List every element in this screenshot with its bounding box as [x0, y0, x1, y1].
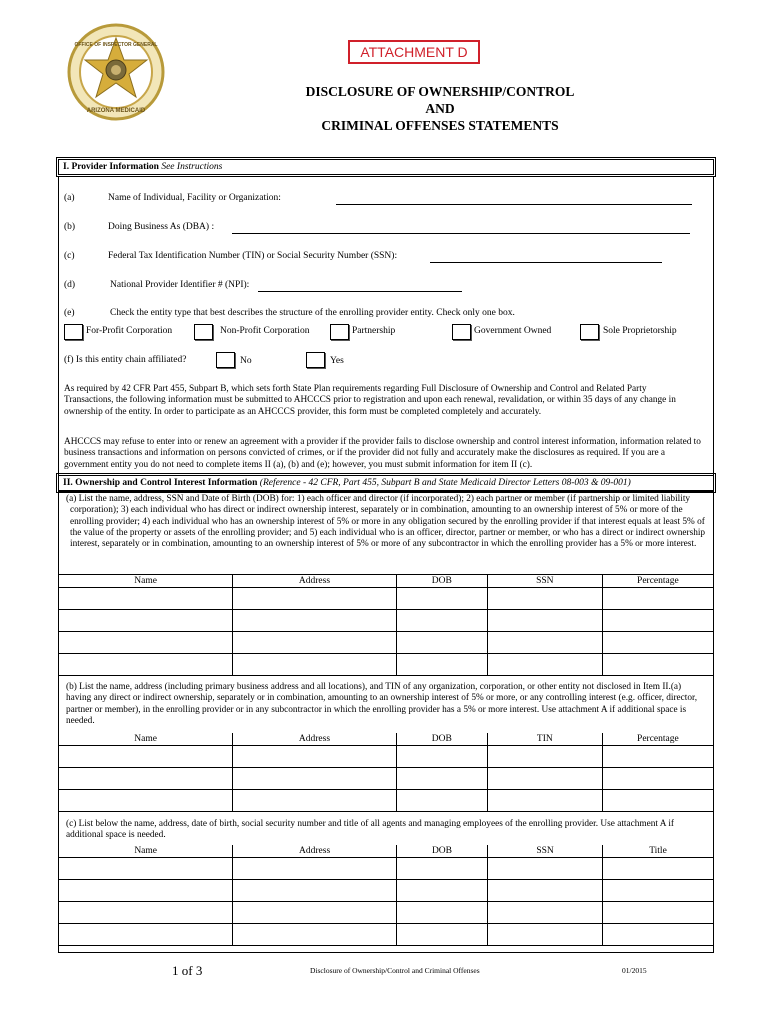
- table-cell[interactable]: [487, 588, 602, 610]
- table-a-header-name: Name: [59, 575, 233, 588]
- seal-top-text: OFFICE OF INSPECTOR GENERAL: [74, 42, 158, 48]
- table-row: [59, 924, 714, 946]
- table-cell[interactable]: [396, 790, 487, 812]
- table-cell[interactable]: [396, 880, 487, 902]
- label-sole-proprietorship: Sole Proprietorship: [603, 326, 677, 336]
- title-line-1: DISCLOSURE OF OWNERSHIP/CONTROL: [305, 84, 575, 99]
- table-row: [59, 588, 714, 610]
- label-partnership: Partnership: [352, 326, 396, 336]
- title-line-2: AND: [425, 101, 455, 116]
- table-c: [58, 845, 714, 946]
- table-cell[interactable]: [59, 746, 233, 768]
- table-cell[interactable]: [233, 902, 397, 924]
- field-e-label: Check the entity type that best describes the structure of the enrolling provider entity. Check only one box.: [110, 308, 515, 318]
- field-b-letter: (b): [64, 222, 76, 232]
- table-cell[interactable]: [233, 632, 396, 654]
- table-cell[interactable]: [233, 790, 396, 812]
- checkbox-affiliated-yes[interactable]: [306, 352, 325, 368]
- field-c-label: Federal Tax Identification Number (TIN) or Social Security Number (SSN):: [108, 251, 398, 261]
- table-cell[interactable]: [396, 902, 487, 924]
- table-cell[interactable]: [59, 632, 233, 654]
- refusal-paragraph: AHCCCS may refuse to enter into or renew an agreement with a provider if the provider fails to disclose ownership and control interest information, information related to business transactions and information on persons convicted of crimes, or if the provider did not fully and accurately make the disclosures as required. If you are a government entity you do not need to complete items II (a), (b) and (e); however, you must submit information for item II (c).: [64, 437, 701, 470]
- table-cell[interactable]: [603, 902, 714, 924]
- field-a-input[interactable]: [336, 204, 692, 205]
- table-cell[interactable]: [487, 790, 602, 812]
- table-cell[interactable]: [233, 768, 396, 790]
- label-for-profit: For-Profit Corporation: [86, 326, 173, 336]
- checkbox-partnership[interactable]: [330, 324, 349, 340]
- table-cell[interactable]: [487, 746, 602, 768]
- table-a: [58, 574, 714, 676]
- field-c-letter: (c): [64, 251, 75, 261]
- checkbox-sole-proprietorship[interactable]: [580, 324, 599, 340]
- title-line-3: CRIMINAL OFFENSES STATEMENTS: [321, 118, 559, 133]
- table-cell[interactable]: [233, 924, 397, 946]
- table-cell[interactable]: [396, 610, 487, 632]
- section1-header-title: I. Provider Information: [63, 162, 159, 172]
- table-cell[interactable]: [233, 858, 397, 880]
- label-affiliated-no: No: [240, 356, 252, 366]
- table-cell[interactable]: [602, 632, 713, 654]
- table-a-header-percentage: Percentage: [602, 575, 713, 588]
- table-cell[interactable]: [488, 858, 603, 880]
- table-cell[interactable]: [602, 768, 713, 790]
- table-cell[interactable]: [603, 880, 714, 902]
- table-row: [59, 880, 714, 902]
- seal-bottom-text: ARIZONA MEDICAID: [86, 108, 146, 114]
- table-cell[interactable]: [487, 654, 602, 676]
- table-cell[interactable]: [396, 588, 487, 610]
- table-row: [59, 768, 714, 790]
- section2b-instructions: (b) List the name, address (including primary business address and all locations), and TIN of any organization, corporation, or other entity not disclosed in Item II.(a) having any direct or indirect ownership, separately or in combination, amounting to an ownership interest of 5% or more, or any controlling interest (e.g. officer, director, partner or member), in the enrolling provider or in any subcontractor in which the enrolling provider has a 5% or more interest. Use attachment A if additional space is needed.: [66, 682, 698, 726]
- table-cell[interactable]: [396, 654, 487, 676]
- table-a-header-address: Address: [233, 575, 396, 588]
- table-cell[interactable]: [396, 768, 487, 790]
- field-c-input[interactable]: [430, 262, 662, 263]
- field-e-letter: (e): [64, 308, 75, 318]
- field-b-input[interactable]: [232, 233, 690, 234]
- checkbox-for-profit[interactable]: [64, 324, 83, 340]
- affiliated-question: (f) Is this entity chain affiliated?: [64, 355, 187, 365]
- section2-header-title: II. Ownership and Control Interest Information: [63, 478, 258, 488]
- table-cell[interactable]: [602, 654, 713, 676]
- table-cell[interactable]: [233, 654, 396, 676]
- attachment-label: ATTACHMENT D: [348, 40, 480, 64]
- checkbox-affiliated-no[interactable]: [216, 352, 235, 368]
- inspector-general-seal: [58, 22, 178, 122]
- table-cell[interactable]: [233, 880, 397, 902]
- page-number: 1 of 3: [172, 963, 203, 978]
- table-cell[interactable]: [59, 858, 233, 880]
- label-government-owned: Government Owned: [474, 326, 552, 336]
- table-b: [58, 733, 714, 812]
- table-b-header-address: Address: [233, 733, 396, 746]
- table-cell[interactable]: [59, 924, 233, 946]
- table-c-header-dob: DOB: [396, 845, 487, 858]
- table-b-header-name: Name: [59, 733, 233, 746]
- checkbox-government-owned[interactable]: [452, 324, 471, 340]
- table-c-header-address: Address: [233, 845, 397, 858]
- table-a-header-dob: DOB: [396, 575, 487, 588]
- section2-header-reference: (Reference - 42 CFR, Part 455, Subpart B and State Medicaid Director Letters 08-003 & 09-001): [259, 478, 631, 488]
- table-b-header-percentage: Percentage: [602, 733, 713, 746]
- table-b-header-dob: DOB: [396, 733, 487, 746]
- table-cell[interactable]: [487, 610, 602, 632]
- table-cell[interactable]: [396, 632, 487, 654]
- table-cell[interactable]: [602, 746, 713, 768]
- label-affiliated-yes: Yes: [330, 356, 344, 366]
- table-cell[interactable]: [59, 902, 233, 924]
- table-cell[interactable]: [59, 654, 233, 676]
- table-cell[interactable]: [396, 746, 487, 768]
- table-row: [59, 632, 714, 654]
- field-d-input[interactable]: [258, 291, 462, 292]
- table-row: [59, 790, 714, 812]
- section2-header: [58, 475, 714, 491]
- table-row: [59, 610, 714, 632]
- section2a-instructions: (a) List the name, address, SSN and Date of Birth (DOB) for: 1) each officer and director (if incorporated); 2) each partner or member (if partnership or limited liability corporation); 3) each individual who has direct or indirect ownership interest, separately or in combination, amounting to an ownership interest of 5% or more of the enrolling provider; 4) each individual who has an ownership interest of 5% or more in any obligation secured by the enrolling provider if that interest equals at least 5% of the value of the property or assets of the enrolling provider; and 5) each individual who is an officer, director, partner or member, or who has a direct or indirect ownership interest, separately or in combination, amounting to an ownership interest of 5% or more of any subcontractor in which the enrolling provider has a 5% or more interest.: [66, 494, 706, 550]
- table-cell[interactable]: [487, 768, 602, 790]
- table-cell[interactable]: [488, 880, 603, 902]
- table-cell[interactable]: [602, 588, 713, 610]
- disclosure-paragraph: As required by 42 CFR Part 455, Subpart B, which sets forth State Plan requirements regarding Full Disclosure of Ownership and Control and Related Party Transactions, the following information must be submitted to AHCCCS prior to registration and upon each renewal, revalidation, or within 35 days of any change in ownership of the entity. In order to participate as an AHCCCS provider, this form must be completed completely and accurately.: [64, 384, 676, 417]
- table-cell[interactable]: [59, 610, 233, 632]
- table-row: [59, 746, 714, 768]
- table-cell[interactable]: [602, 610, 713, 632]
- section1-header: [58, 159, 714, 175]
- table-cell[interactable]: [603, 858, 714, 880]
- table-cell[interactable]: [488, 902, 603, 924]
- checkbox-non-profit[interactable]: [194, 324, 213, 340]
- table-cell[interactable]: [396, 924, 487, 946]
- table-c-header-ssn: SSN: [488, 845, 603, 858]
- table-c-header-title: Title: [603, 845, 714, 858]
- table-row: [59, 858, 714, 880]
- field-d-letter: (d): [64, 280, 76, 290]
- footer-form-name: Disclosure of Ownership/Control and Criminal Offenses: [310, 966, 480, 975]
- label-non-profit: Non-Profit Corporation: [220, 326, 310, 336]
- table-cell[interactable]: [603, 924, 714, 946]
- table-cell[interactable]: [396, 858, 487, 880]
- footer-date: 01/2015: [622, 966, 647, 975]
- table-c-header-name: Name: [59, 845, 233, 858]
- table-a-header-ssn: SSN: [487, 575, 602, 588]
- table-cell[interactable]: [233, 610, 396, 632]
- table-cell[interactable]: [602, 790, 713, 812]
- table-cell[interactable]: [233, 588, 396, 610]
- field-a-letter: (a): [64, 193, 75, 203]
- table-cell[interactable]: [233, 746, 396, 768]
- field-a-label: Name of Individual, Facility or Organization:: [108, 193, 281, 203]
- table-b-header-tin: TIN: [487, 733, 602, 746]
- table-cell[interactable]: [487, 632, 602, 654]
- table-cell[interactable]: [59, 790, 233, 812]
- table-row: [59, 902, 714, 924]
- table-cell[interactable]: [488, 924, 603, 946]
- section2c-instructions: (c) List below the name, address, date of birth, social security number and title of all agents and managing employees of the enrolling provider. Use attachment A if additional space is needed.: [66, 819, 674, 841]
- table-row: [59, 654, 714, 676]
- table-cell[interactable]: [59, 588, 233, 610]
- field-d-label: National Provider Identifier # (NPI):: [110, 280, 250, 290]
- field-b-label: Doing Business As (DBA) :: [108, 222, 215, 232]
- table-cell[interactable]: [59, 768, 233, 790]
- table-cell[interactable]: [59, 880, 233, 902]
- section1-header-note: See Instructions: [161, 162, 223, 172]
